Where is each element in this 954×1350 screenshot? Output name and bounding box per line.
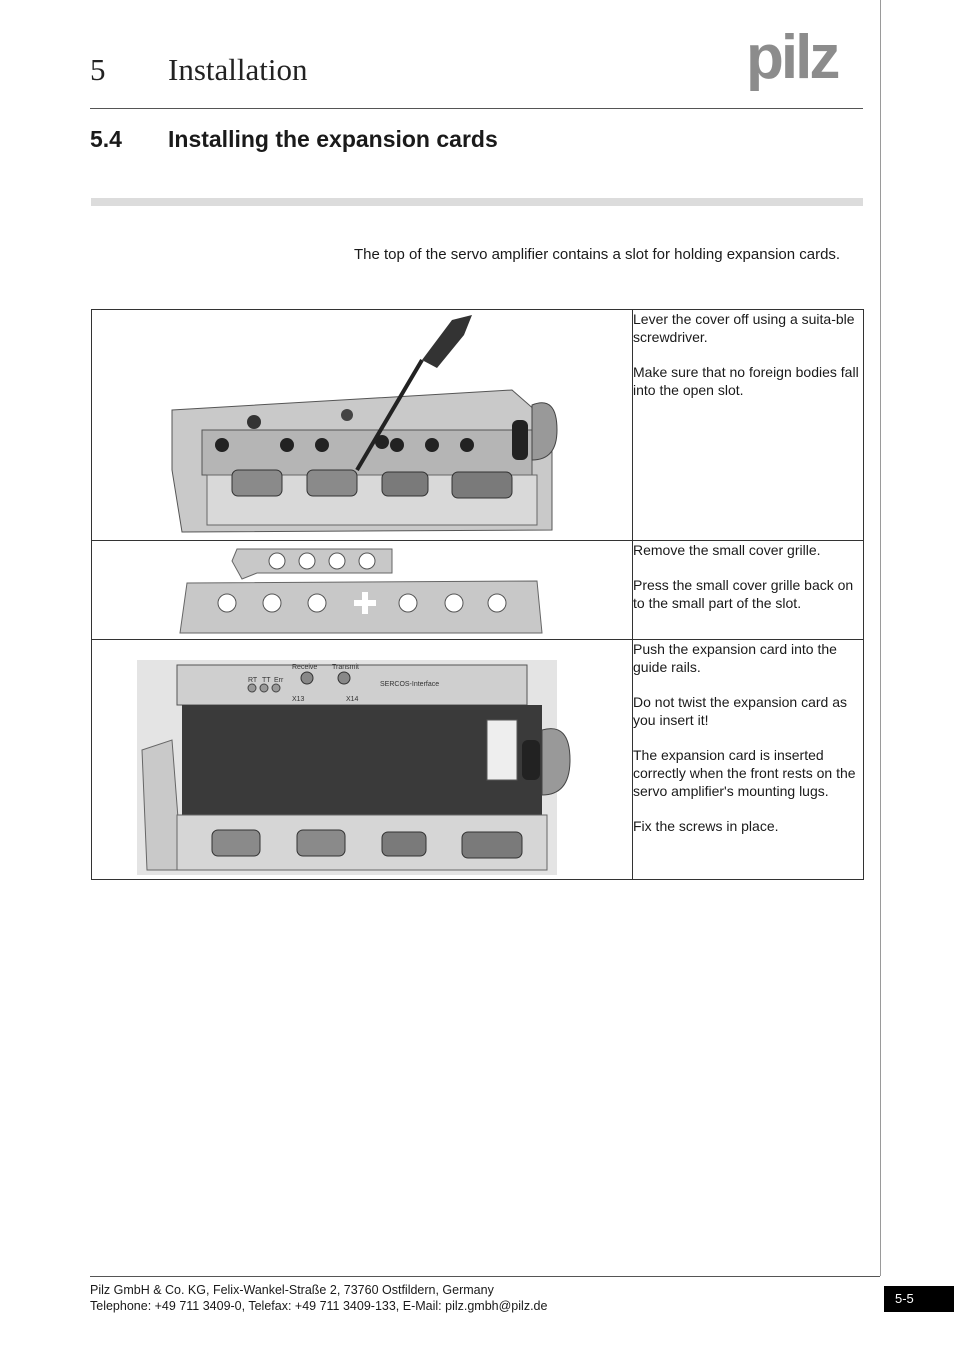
footer-contact: Telephone: +49 711 3409-0, Telefax: +49 711 3409-133, E-Mail: pilz.gmbh@pilz.de bbox=[90, 1299, 548, 1313]
footer-rule bbox=[90, 1276, 880, 1277]
steps-table bbox=[91, 309, 864, 880]
step-row-1 bbox=[92, 310, 864, 541]
step-3-photo bbox=[92, 640, 633, 880]
step-1-para-1: Lever the cover off using a suita-ble screwdriver. bbox=[633, 311, 855, 345]
transmit-label: Transmit bbox=[332, 664, 359, 671]
section-number: 5.4 bbox=[90, 126, 122, 152]
expansion-card-photo bbox=[92, 640, 632, 879]
amplifier-cover-photo bbox=[92, 310, 632, 540]
x13-label: X13 bbox=[292, 696, 305, 703]
step-2-text bbox=[633, 541, 864, 640]
led-label-tt: TT bbox=[262, 677, 271, 684]
step-1-text bbox=[633, 310, 864, 541]
step-row-3 bbox=[92, 640, 864, 880]
pilz-logo bbox=[746, 28, 866, 94]
step-3-para-2: Do not twist the expansion card as you insert it! bbox=[633, 694, 848, 728]
page-number: 5-5 bbox=[884, 1286, 954, 1312]
step-3-para-1: Push the expansion card into the guide rails. bbox=[633, 641, 837, 675]
led-label-err: Err bbox=[274, 677, 284, 684]
right-margin-rule bbox=[880, 0, 881, 1276]
intro-text: The top of the servo amplifier contains a slot for holding expansion cards. bbox=[354, 246, 841, 263]
led-label-rt: RT bbox=[248, 677, 258, 684]
x14-label: X14 bbox=[346, 696, 359, 703]
receive-label: Receive bbox=[292, 664, 318, 671]
step-3-text bbox=[633, 640, 864, 880]
cover-grille-photo bbox=[92, 541, 632, 639]
chapter-number: 5 bbox=[90, 52, 106, 87]
step-2-photo bbox=[92, 541, 633, 640]
step-1-para-2: Make sure that no foreign bodies fall into the open slot. bbox=[633, 364, 859, 398]
step-1-photo bbox=[92, 310, 633, 541]
header-rule bbox=[90, 108, 863, 109]
interface-label: SERCOS-Interface bbox=[380, 681, 440, 688]
step-3-para-3: The expansion card is inserted correctly when the front rests on the servo amplifier's mounting lugs. bbox=[633, 747, 856, 799]
step-2-para-2: Press the small cover grille back on to the small part of the slot. bbox=[633, 577, 854, 611]
chapter-title: Installation bbox=[168, 52, 308, 87]
footer-address: Pilz GmbH & Co. KG, Felix-Wankel-Straße 2, 73760 Ostfildern, Germany bbox=[90, 1283, 494, 1297]
logo-text: pilz bbox=[746, 28, 838, 92]
section-title: Installing the expansion cards bbox=[168, 126, 498, 152]
step-2-para-1: Remove the small cover grille. bbox=[633, 542, 821, 558]
step-3-para-4: Fix the screws in place. bbox=[633, 818, 779, 834]
section-divider-bar bbox=[91, 198, 863, 206]
step-row-2 bbox=[92, 541, 864, 640]
